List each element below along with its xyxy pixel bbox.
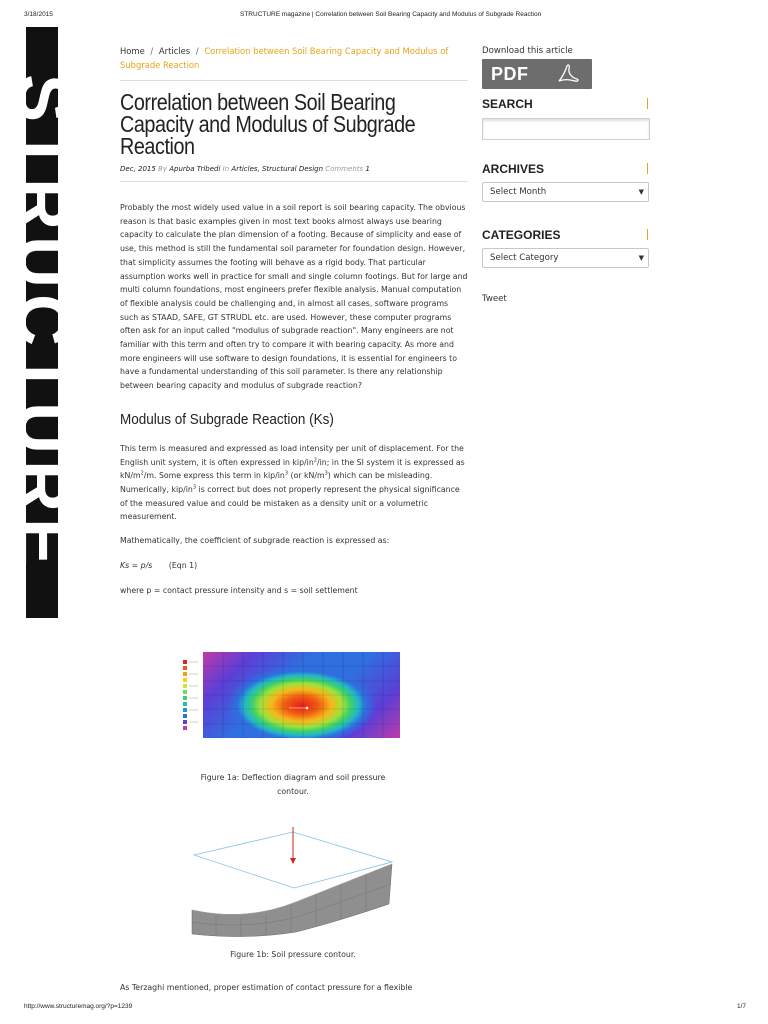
categories-widget-title bbox=[482, 228, 648, 242]
breadcrumb-separator: / bbox=[150, 46, 154, 56]
title-accent bbox=[647, 98, 648, 109]
breadcrumb-home-link[interactable]: Home bbox=[120, 46, 145, 56]
p-part: is correct but does not properly represent the physical significance of the measured value and could be mistaken as a density unit or a volumetric measurement. bbox=[120, 484, 460, 522]
sup: 3 bbox=[284, 470, 289, 477]
p-part: This term is measured and expressed as load intensity per unit of displacement. For the English unit system, it is often expressed in kip/in bbox=[120, 443, 464, 467]
archives-select-value: Select Month bbox=[490, 187, 547, 197]
pdf-label: PDF bbox=[491, 64, 529, 84]
author-link[interactable]: Apurba Tribedi bbox=[169, 165, 221, 173]
dropdown-arrow-icon: ▼ bbox=[638, 254, 644, 262]
tweet-button[interactable]: Tweet bbox=[482, 294, 507, 304]
sup: 3 bbox=[192, 484, 197, 491]
where-text: where p = contact pressure intensity and s = soil settlement bbox=[120, 586, 358, 596]
print-page-title: STRUCTURE magazine | Correlation between Soil Bearing Capacity and Modulus of Subgrade Reaction bbox=[240, 11, 542, 18]
article-meta bbox=[120, 165, 468, 182]
section-paragraph bbox=[120, 442, 468, 524]
categories-title: CATEGORIES bbox=[482, 228, 561, 242]
categories-select-value: Select Category bbox=[490, 253, 559, 263]
breadcrumb bbox=[120, 44, 468, 81]
section-heading: Modulus of Subgrade Reaction (Ks) bbox=[120, 410, 334, 428]
equation-label: (Eqn 1) bbox=[168, 561, 198, 571]
download-label: Download this article bbox=[482, 46, 573, 56]
p-part: ) which can be misleading. Numerically, kip/in bbox=[120, 471, 433, 494]
breadcrumb-separator: / bbox=[195, 46, 199, 56]
p-part: /in; in the SI system it is expressed as kN/m bbox=[120, 457, 465, 481]
article-main bbox=[120, 44, 468, 595]
title-accent bbox=[647, 229, 648, 240]
figure-1b-image[interactable] bbox=[186, 822, 396, 940]
acrobat-icon bbox=[556, 63, 580, 85]
category-links[interactable]: Articles, Structural Design bbox=[231, 165, 324, 173]
sup: 3 bbox=[324, 470, 328, 477]
pressure-contour-plot bbox=[203, 652, 400, 738]
archives-select[interactable] bbox=[482, 182, 649, 202]
continued-paragraph: As Terzaghi mentioned, proper estimation of contact pressure for a flexible bbox=[120, 983, 413, 992]
title-accent bbox=[647, 163, 648, 174]
figure-1a-caption: Figure 1a: Deflection diagram and soil pressure contour. bbox=[200, 773, 386, 796]
intro-paragraph: Probably the most widely used value in a soil report is soil bearing capacity. The obvious reason is that basic examples given in most text books almost always use bearing capacity to calculate the plan dimension of a footing. Because of simplicity and ease of use, this method is still the fundamental soil parameter for foundation design. However, that simplicity assumes the footing will behave as a rigid body. That particular assumption works well in practice for small and single column footings. But for large and multi column foundations, most engineers prefer flexible analysis. Manual computation of flexible analysis could be challenging and, in almost all cases, software programs such as STAAD, SAFE, GT STRUDL etc. are used. However, these computer programs often ask for an input called "modulus of subgrade reaction". Many engineers are not familiar with this term and often try to compare it with bearing capacity. As more and more engineers will use software to design foundations, it is essential for engineers to have a fundamental understanding of this soil parameter. Is there any relationship between bearing capacity and modulus of subgrade reaction? bbox=[120, 203, 468, 391]
in-label: In bbox=[222, 165, 230, 173]
search-input[interactable] bbox=[482, 118, 650, 140]
article-date: Dec, 2015 bbox=[120, 165, 156, 173]
equation-line bbox=[120, 561, 468, 570]
breadcrumb-current[interactable]: Correlation between Soil Bearing Capacity and Modulus of Subgrade Reaction bbox=[120, 46, 449, 70]
sidebar bbox=[482, 46, 652, 304]
sup: 2 bbox=[313, 456, 317, 463]
sup: 2 bbox=[140, 470, 144, 477]
print-page-number: 1/7 bbox=[737, 1003, 747, 1010]
math-intro: Mathematically, the coefficient of subgrade reaction is expressed as: bbox=[120, 536, 390, 546]
archives-widget-title bbox=[482, 162, 648, 176]
download-pdf-button[interactable] bbox=[482, 59, 592, 89]
dropdown-arrow-icon: ▼ bbox=[638, 188, 644, 196]
print-url: http://www.structuremag.org/?p=1239 bbox=[24, 1003, 133, 1010]
equation: Ks = p/s bbox=[120, 561, 153, 571]
contour-grid bbox=[203, 652, 400, 738]
p-part: /m. Some express this term in kip/in bbox=[143, 471, 285, 481]
figure-1b-caption: Figure 1b: Soil pressure contour. bbox=[230, 950, 356, 959]
logo-text: STRUCTURE bbox=[2, 73, 82, 572]
article-title: Correlation between Soil Bearing Capacity and Modulus of Subgrade Reaction bbox=[120, 89, 416, 159]
comments-count-link[interactable]: 1 bbox=[365, 165, 370, 173]
p-part: (or kN/m bbox=[288, 471, 325, 481]
figure-1a-image[interactable] bbox=[182, 652, 400, 738]
contour-legend bbox=[182, 652, 202, 738]
by-label: By bbox=[158, 165, 167, 173]
print-date: 3/18/2015 bbox=[24, 11, 53, 18]
categories-select[interactable] bbox=[482, 248, 649, 268]
archives-title: ARCHIVES bbox=[482, 162, 545, 176]
search-title: SEARCH bbox=[482, 97, 533, 111]
comments-label: Comments bbox=[325, 165, 364, 173]
breadcrumb-articles-link[interactable]: Articles bbox=[158, 46, 191, 56]
search-widget-title bbox=[482, 97, 648, 111]
site-logo[interactable] bbox=[2, 27, 82, 618]
